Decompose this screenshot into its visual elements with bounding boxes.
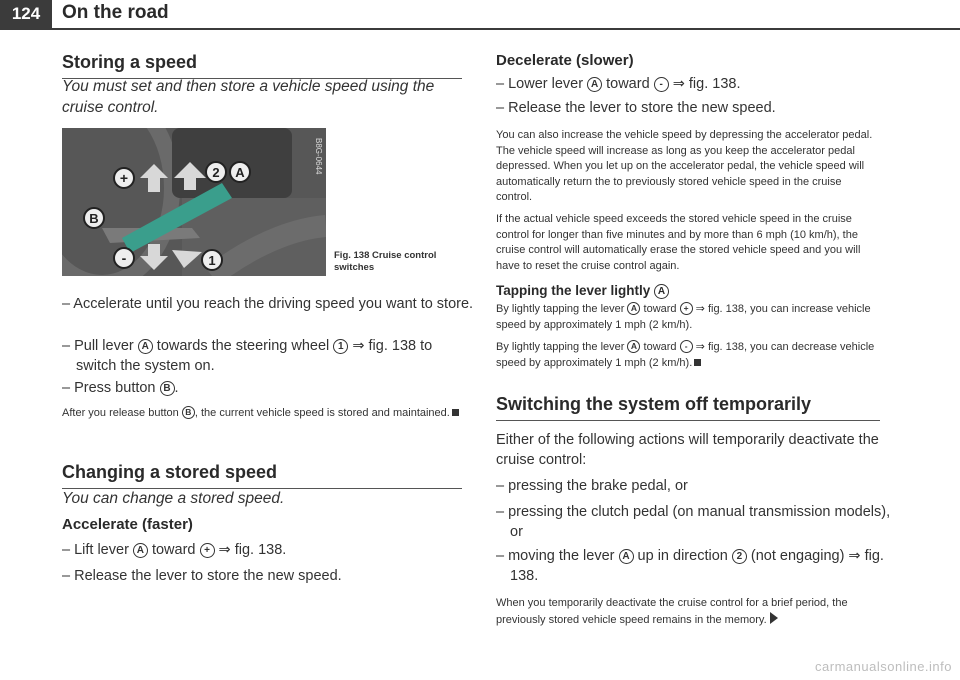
decel-step-1: – Lower lever A toward - ⇒ fig. 138. [496, 76, 741, 92]
accelerate-heading: Accelerate (faster) [62, 516, 193, 533]
symbol-2: 2 [732, 549, 747, 564]
symbol-minus: - [654, 77, 669, 92]
storing-intro: You must set and then store a vehicle speed using the cruise control. [62, 78, 435, 116]
symbol-a: A [654, 284, 669, 299]
paragraph-erase: If the actual vehicle speed exceeds the stored vehicle speed in the cruise control for longer than five minutes and by more than 6 mph (10 km/h), the cruise control will automatically erase the stored vehicle speed and you will have to reset the cruise control again. [496, 213, 861, 272]
figure-code: B8G-0644 [314, 138, 323, 175]
storing-step-3: – Press button B . [62, 380, 179, 396]
fig-label-2: 2 [212, 165, 220, 180]
storing-title: Storing a speed [62, 52, 462, 79]
continue-arrow-icon [770, 612, 778, 624]
switching-off-item-3: – moving the lever A up in direction 2 (not engaging) ⇒ fig. 138. [496, 548, 884, 584]
page-header [0, 0, 960, 32]
switching-off-intro: Either of the following actions will temporarily deactivate the cruise control: [496, 432, 879, 468]
switching-off-item-1: – pressing the brake pedal, or [496, 478, 688, 494]
tapping-decrease: By lightly tapping the lever A toward - ⇒ fig. 138, you can decrease vehicle speed by approximately 1 mph (2 km/h). [496, 341, 875, 369]
fig-label-a: A [235, 165, 245, 180]
symbol-a: A [627, 302, 640, 315]
decel-step-2: – Release the lever to store the new speed. [496, 100, 776, 116]
symbol-1: 1 [333, 339, 348, 354]
page-number: 124 [0, 0, 52, 28]
switching-off-item-2: – pressing the clutch pedal (on manual transmission models), or [496, 504, 891, 540]
section-title: On the road [62, 2, 169, 23]
switching-off-note: When you temporarily deactivate the cruise control for a brief period, the previously stored vehicle speed remains in the memory. [496, 597, 848, 626]
paragraph-accelerator: You can also increase the vehicle speed by depressing the accelerator pedal. The vehicle speed will increase as long as you keep the accelerator pedal depressed. When you let up on the accelerator pedal, the vehicle speed will automatically return the to previously stored vehicle speed in the cruise control. [496, 129, 873, 203]
end-of-section-icon [452, 409, 459, 416]
symbol-a: A [587, 77, 602, 92]
symbol-b: B [182, 406, 195, 419]
switching-off-title: Switching the system off temporarily [496, 394, 880, 421]
fig-label-minus: - [121, 250, 127, 266]
figure-caption-label: Fig. 138 [334, 250, 370, 261]
symbol-plus: + [680, 302, 693, 315]
symbol-a: A [627, 340, 640, 353]
storing-note: After you release button B , the current vehicle speed is stored and maintained. [62, 406, 462, 422]
accel-step-2: – Release the lever to store the new speed. [62, 568, 342, 584]
accel-step-1: – Lift lever A toward + ⇒ fig. 138. [62, 542, 287, 558]
decelerate-heading: Decelerate (slower) [496, 52, 634, 69]
storing-step-2: – Pull lever A towards the steering wheel 1 ⇒ fig. 138 to switch the system on. [62, 338, 433, 374]
watermark: carmanualsonline.info [815, 659, 952, 674]
changing-intro: You can change a stored speed. [62, 490, 285, 507]
fig-label-b: B [89, 211, 99, 226]
symbol-plus: + [200, 543, 215, 558]
figure-caption [334, 250, 464, 274]
figure-illustration [62, 128, 326, 276]
fig-label-plus: + [119, 170, 129, 186]
symbol-a: A [619, 549, 634, 564]
storing-step-1: – Accelerate until you reach the driving speed you want to store. [62, 296, 474, 312]
cruise-control-figure [62, 128, 326, 276]
tapping-heading: Tapping the lever lightly A [496, 283, 669, 299]
symbol-a: A [133, 543, 148, 558]
symbol-b: B [160, 381, 175, 396]
tapping-increase: By lightly tapping the lever A toward + ⇒ fig. 138, you can increase vehicle speed by approximately 1 mph (2 km/h). [496, 303, 871, 331]
changing-title: Changing a stored speed [62, 462, 462, 489]
symbol-a: A [138, 339, 153, 354]
figure-caption-text: Cruise control switches [334, 250, 437, 273]
fig-label-1: 1 [208, 253, 216, 268]
end-of-section-icon [694, 359, 701, 366]
symbol-minus: - [680, 340, 693, 353]
header-rule [0, 28, 960, 30]
